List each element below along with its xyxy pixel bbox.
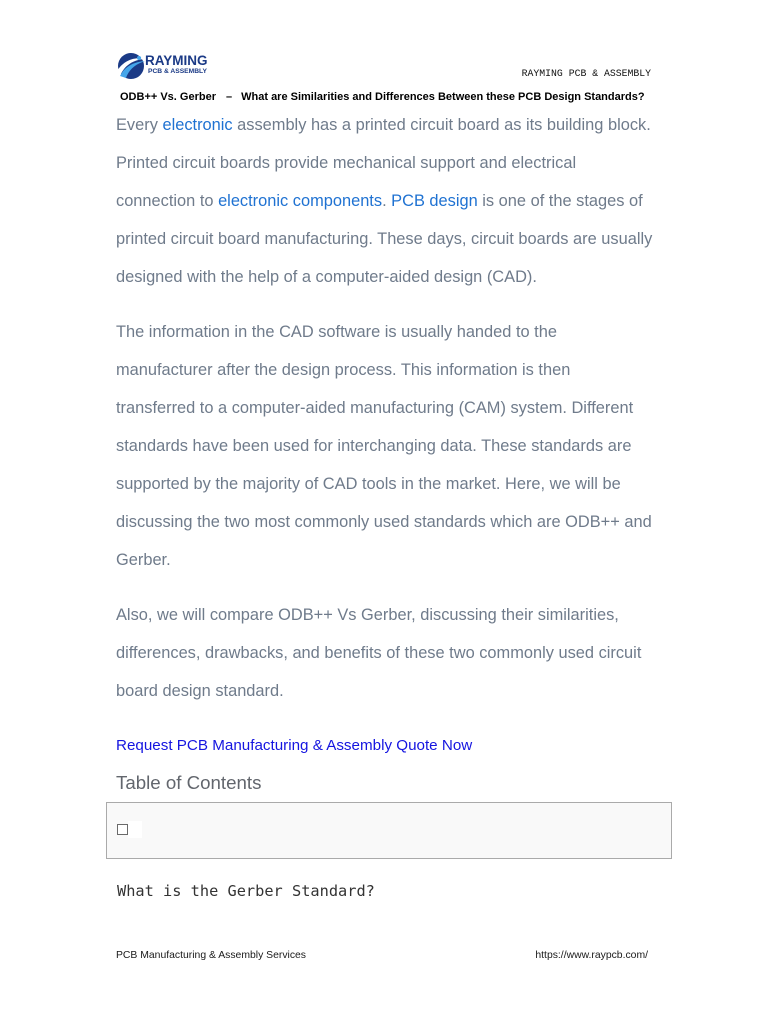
paragraph	[116, 596, 736, 710]
link-pcb-design[interactable]: PCB design	[391, 192, 478, 210]
paragraph-line: designed with the help of a computer-aided design (CAD).	[116, 268, 537, 286]
text-segment: connection to	[116, 192, 219, 210]
logo-brand-name: RAYMING	[145, 53, 208, 68]
logo-tagline: PCB & ASSEMBLY	[148, 68, 207, 75]
paragraph-line: differences, drawbacks, and benefits of these two commonly used circuit	[116, 644, 642, 662]
paragraph-line: Gerber.	[116, 551, 171, 569]
paragraph-line: manufacturer after the design process. This information is then	[116, 361, 571, 379]
text-segment: .	[382, 192, 392, 210]
footer-website-url: https://www.raypcb.com/	[535, 950, 648, 961]
header-company-name: RAYMING PCB & ASSEMBLY	[521, 68, 651, 79]
doc-title-separator: –	[226, 91, 233, 103]
paragraph-line: transferred to a computer-aided manufacturing (CAM) system. Different	[116, 399, 634, 417]
paragraph-line	[116, 182, 736, 220]
paragraph-line: Also, we will compare ODB++ Vs Gerber, discussing their similarities,	[116, 606, 619, 624]
text-segment: assembly has a printed circuit board as its building block.	[232, 116, 651, 134]
quote-link-row	[116, 727, 736, 765]
paragraph	[116, 106, 736, 296]
paragraph-line: board design standard.	[116, 682, 284, 700]
link-electronic-components[interactable]: electronic components	[218, 192, 383, 210]
paragraph	[116, 313, 736, 579]
table-of-contents-box	[106, 802, 672, 859]
paragraph-line: The information in the CAD software is usually handed to the	[116, 323, 557, 341]
toc-toggle-background	[128, 821, 142, 838]
footer-services-text: PCB Manufacturing & Assembly Services	[116, 950, 306, 961]
paragraph-line	[116, 106, 736, 144]
rayming-swirl-logo-icon	[114, 51, 148, 81]
rayming-logo	[114, 50, 214, 81]
document-title	[120, 90, 645, 104]
toc-title: Table of Contents	[116, 772, 262, 793]
paragraph-line: standards have been used for interchanging data. These standards are	[116, 437, 632, 455]
link-electronic[interactable]: electronic	[162, 116, 233, 134]
section-heading: What is the Gerber Standard?	[117, 882, 375, 900]
article-body	[116, 106, 736, 765]
paragraph-line: supported by the majority of CAD tools in the market. Here, we will be	[116, 475, 621, 493]
text-segment: Every	[116, 116, 163, 134]
doc-title-subtitle: What are Similarities and Differences Between these PCB Design Standards?	[241, 91, 645, 103]
paragraph-line: printed circuit board manufacturing. These days, circuit boards are usually	[116, 230, 653, 248]
paragraph-line: discussing the two most commonly used standards which are ODB++ and	[116, 513, 652, 531]
checkbox-icon[interactable]	[117, 824, 128, 835]
paragraph-line: Printed circuit boards provide mechanical support and electrical	[116, 154, 577, 172]
text-segment: is one of the stages of	[477, 192, 643, 210]
doc-title-main: ODB++ Vs. Gerber	[120, 91, 216, 103]
request-quote-link[interactable]: Request PCB Manufacturing & Assembly Quote Now	[116, 737, 473, 754]
